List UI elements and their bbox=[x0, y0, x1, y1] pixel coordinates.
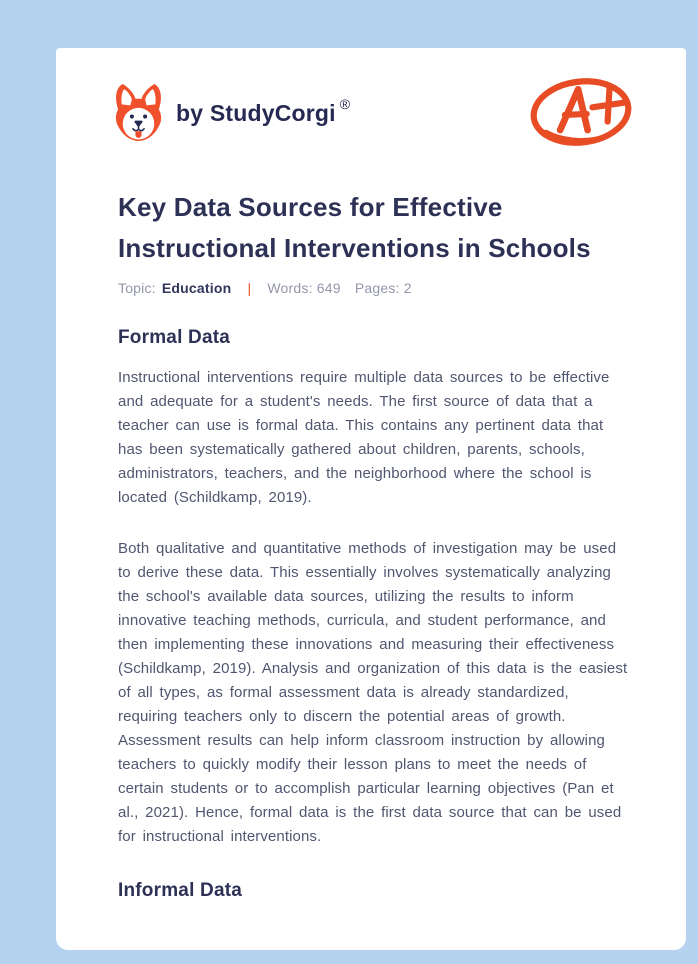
words-count: Words: 649 bbox=[267, 280, 341, 296]
meta-separator: | bbox=[247, 280, 252, 296]
section-heading-informal-data: Informal Data bbox=[118, 880, 243, 901]
page-title: Key Data Sources for Effective Instructional Interventions in Schools bbox=[118, 192, 591, 263]
article-body bbox=[118, 187, 628, 902]
topic-label: Topic: bbox=[118, 280, 156, 296]
a-plus-grade-icon bbox=[528, 75, 634, 151]
paragraph: Both qualitative and quantitative methods of investigation may be used to derive these data. This essentially involves systematically analyzing the school's available data sources, utilizing the results to inform innovative teaching methods, curricula, and student performance, and then implementing these innovations and measuring their effectiveness (Schildkamp, 2019). Analysis and organization of this data is the easiest of all types, as formal assessment data is already standardized, requiring teachers only to discern the potential areas of growth. Assessment results can help inform classroom instruction by allowing teachers to quickly modify their lesson plans to meet the needs of certain students or to accomplish particular learning objectives (Pan et al., 2021). Hence, formal data is the first data source that can be used for instructional interventions. bbox=[118, 540, 628, 845]
topic-link[interactable]: Education bbox=[161, 280, 232, 296]
paragraph: Instructional interventions require multiple data sources to be effective and adequate for a student's needs. The first source of data that a teacher can use is formal data. This contains any pertinent data that has been systematically gathered about children, parents, schools, administrators, teachers, and the neighborhood where the school is located (Schildkamp, 2019). bbox=[118, 369, 610, 506]
pages-count: Pages: 2 bbox=[354, 280, 412, 296]
meta-row bbox=[118, 280, 628, 296]
header bbox=[118, 75, 628, 151]
corgi-logo-icon bbox=[113, 83, 164, 143]
brand-text: by StudyCorgi bbox=[176, 99, 336, 126]
section-heading-formal-data: Formal Data bbox=[118, 327, 231, 348]
document-card bbox=[56, 48, 686, 950]
studycorgi-logo[interactable] bbox=[118, 83, 350, 143]
registered-trademark: ® bbox=[339, 96, 351, 112]
